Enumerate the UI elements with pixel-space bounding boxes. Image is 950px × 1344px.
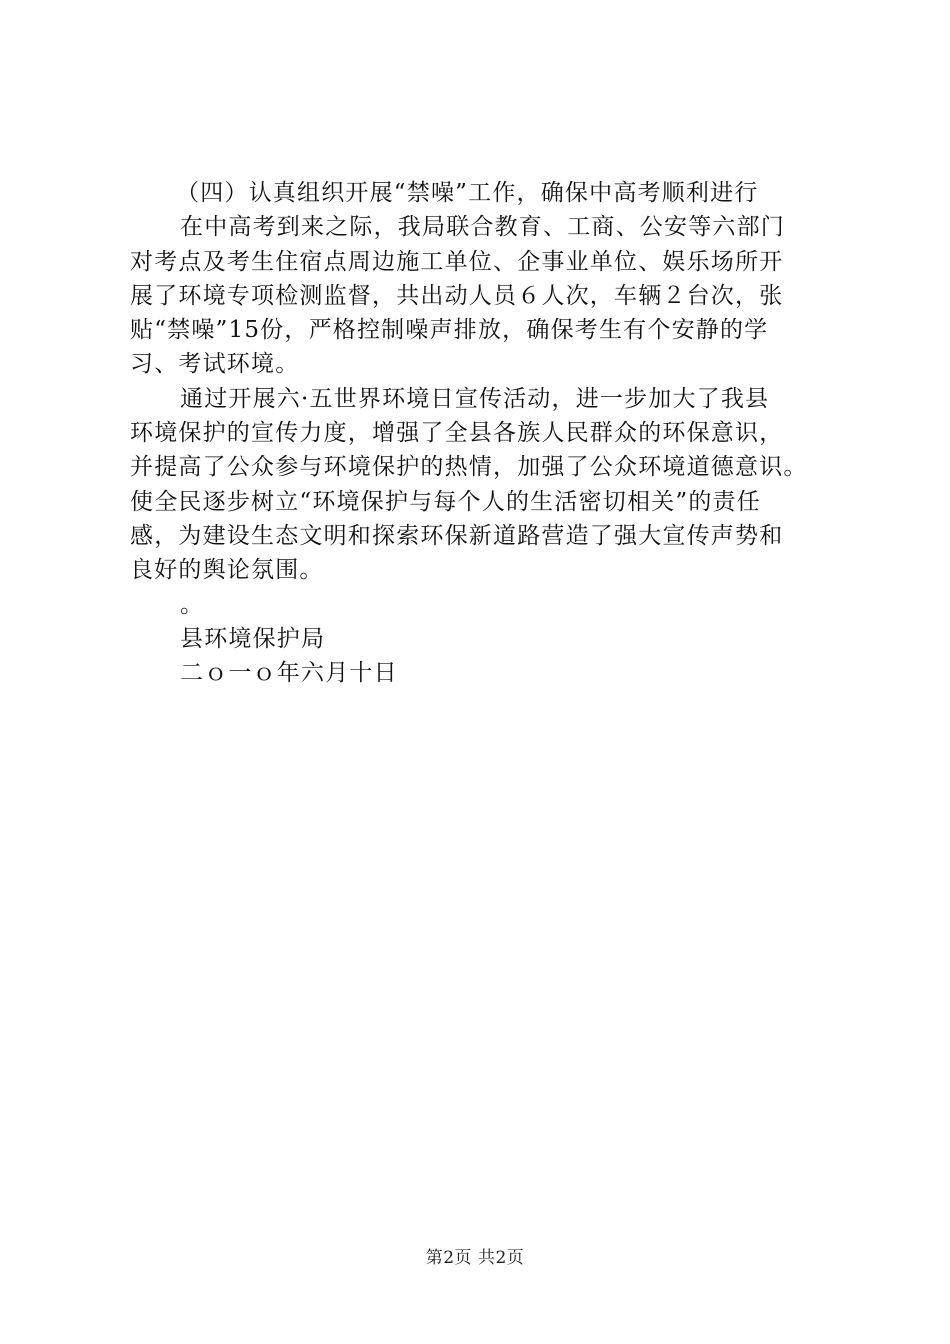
signature-organization: 县环境保护局: [180, 625, 326, 652]
paragraph-line: 感，为建设生态文明和探索环保新道路营造了强大宣传声势和: [130, 522, 784, 549]
paragraph-summary: [130, 382, 840, 588]
paragraph-line: 展了环境专项检测监督，共出动人员６人次，车辆２台次，张: [130, 282, 784, 309]
page-footer: 第2页 共2页: [425, 1248, 525, 1268]
paragraph-line: 环境保护的宣传力度，增强了全县各族人民群众的环保意识，: [130, 420, 784, 447]
paragraph-line: 使全民逐步树立“环境保护与每个人的生活密切相关”的责任: [130, 488, 761, 515]
paragraph-line: 通过开展六·五世界环境日宣传活动，进一步加大了我县: [180, 385, 770, 412]
document-body: [130, 176, 840, 690]
paragraph-line: 良好的舆论氛围。: [130, 557, 324, 584]
paragraph-line: 对考点及考生住宿点周边施工单位、企事业单位、娱乐场所开: [130, 248, 784, 275]
paragraph-line: 习、考试环境。: [130, 351, 300, 378]
paragraph-line: 并提高了公众参与环境保护的热情，加强了公众环境道德意识。: [130, 454, 808, 481]
paragraph-line: 贴“禁噪”15份，严格控制噪声排放，确保考生有个安静的学: [130, 317, 769, 344]
closing-mark: 。: [180, 591, 205, 618]
section-heading: （四）认真组织开展“禁噪”工作，确保中高考顺利进行: [176, 180, 759, 206]
paragraph-exam-noise-control: [130, 210, 840, 381]
signature-date: 二ｏ一ｏ年六月十日: [180, 660, 398, 687]
paragraph-line: 在中高考到来之际，我局联合教育、工商、公安等六部门: [180, 214, 785, 241]
